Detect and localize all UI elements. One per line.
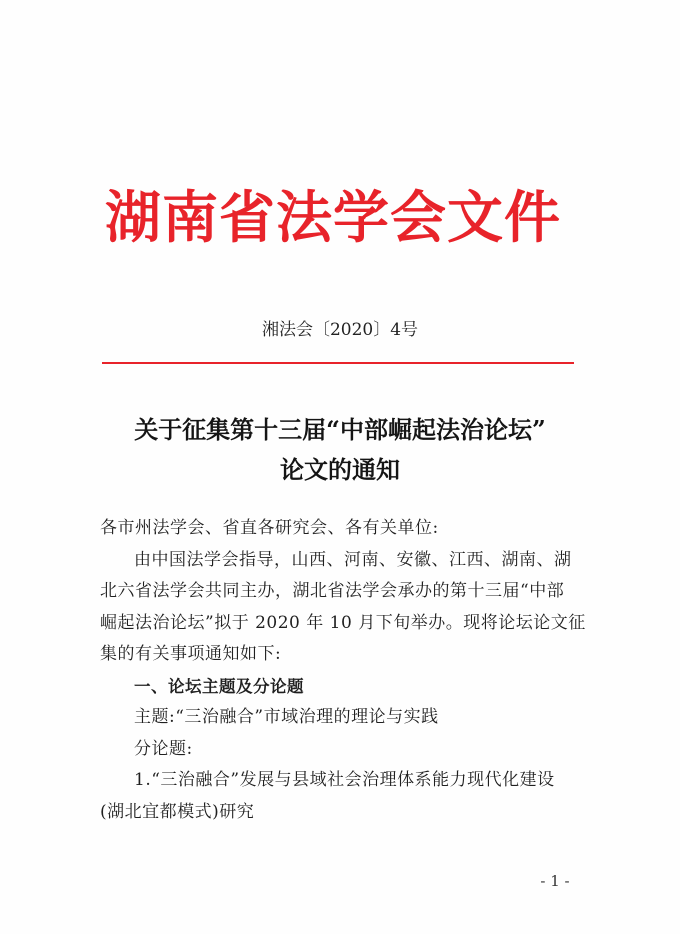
paragraph-1-line-2: 北六省法学会共同主办，湖北省法学会承办的第十三届“中部 xyxy=(100,581,565,601)
red-separator-line xyxy=(102,362,574,364)
issuing-authority-title: 湖南省法学会文件 xyxy=(105,186,561,251)
subtopics-label: 分论题: xyxy=(134,738,193,759)
paragraph-1-line-1: 由中国法学会指导，山西、河南、安徽、江西、湖南、湖 xyxy=(134,549,572,570)
page-number: - 1 - xyxy=(540,872,570,890)
subtopic-1-line-1: 1.“三治融合”发展与县域社会治理体系能力现代化建设 xyxy=(134,770,555,790)
theme-line: 主题:“三治融合”市域治理的理论与实践 xyxy=(134,707,439,727)
paragraph-1-line-3: 崛起法治论坛”拟于 2020 年 10 月下旬举办。现将论坛论文征 xyxy=(100,612,586,633)
document-number: 湘法会〔2020〕4号 xyxy=(261,320,419,340)
notice-title-line-1: 关于征集第十三届“中部崛起法治论坛” xyxy=(134,415,546,444)
section-1-heading: 一、论坛主题及分论题 xyxy=(134,676,304,696)
notice-title xyxy=(0,410,680,490)
notice-body xyxy=(100,513,600,828)
salutation: 各市州法学会、省直各研究会、各有关单位: xyxy=(100,518,439,538)
subtopic-1-line-2: (湖北宜都模式)研究 xyxy=(100,801,255,822)
paragraph-1-line-4: 集的有关事项通知如下: xyxy=(100,644,282,664)
notice-title-line-2: 论文的通知 xyxy=(280,455,400,484)
